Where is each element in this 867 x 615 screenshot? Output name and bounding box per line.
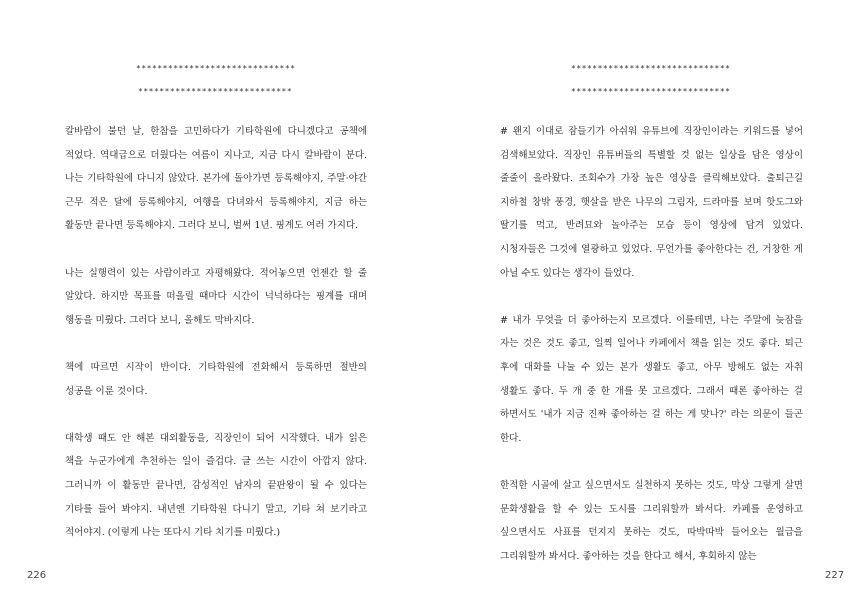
right-page <box>433 0 867 615</box>
page-number: 226 <box>27 570 47 581</box>
paragraph: 대학생 때도 안 해본 대외활동을, 직장인이 되어 시작했다. 내가 읽은 책을 누군가에게 추천하는 일이 즐겁다. 글 쓰는 시간이 아깝지 않다. 그러니까 이 활동만 끝나면, 감성적인 남자의 끝판왕이 될 수 있다는 기타를 들어 봐야지. 내년엔 기타학원 다니기 말고, 기타 쳐 보기라고 적어야지. (이렇게 나는 또다시 기타 치기를 미뤘다.) <box>65 432 367 539</box>
left-page <box>0 0 433 615</box>
section-divider-bottom: ***************************** <box>138 87 293 96</box>
section-divider-top: ****************************** <box>136 64 296 73</box>
paragraph: 칼바람이 불던 날, 한참을 고민하다가 기타학원에 다니겠다고 공책에 적었다. 역대급으로 더웠다는 여름이 지나고, 지금 다시 칼바람이 분다. 나는 기타학원에 다니지 않았다. 본가에 돌아가면 등록해야지, 주말·야간 근무 적은 달에 등록해야지, 여행을 다녀와서 등록해야지, 지금 하는 활동만 끝나면 등록해야지. 그러다 보니, 벌써 1년. 핑계도 여러 가지다. <box>65 126 367 232</box>
left-page-body <box>65 120 367 545</box>
section-divider-bottom: ****************************** <box>571 87 731 96</box>
paragraph: # 왠지 이대로 잠들기가 아쉬워 유튜브에 직장인이라는 키워드를 넣어 검색해보았다. 직장인 유튜버들의 특별할 것 없는 일상을 담은 영상이 줄줄이 올라왔다. 조회수가 가장 높은 영상을 클릭해보았다. 출퇴근길 지하철 창밖 풍경, 햇살을 받은 나무의 그림자, 드라마를 보며 핫도그와 딸기를 먹고, 반려묘와 놀아주는 모습 등이 영상에 담겨 있었다. 시청자들은 그것에 열광하고 있었다. 무언가를 좋아한다는 건, 거창한 게 아닐 수도 있다는 생각이 들었다. <box>500 126 803 279</box>
paragraph: 나는 실행력이 있는 사람이라고 자평해왔다. 적어놓으면 언젠간 할 줄 알았다. 하지만 목표를 떠올릴 때마다 시간이 넉넉하다는 핑계를 대며 행동을 미뤘다. 그러다 보니, 올해도 막바지다. <box>65 267 367 326</box>
page-number: 227 <box>825 570 845 581</box>
section-divider-top: ****************************** <box>571 64 731 73</box>
right-page-body <box>500 120 803 568</box>
paragraph: 한적한 시골에 살고 싶으면서도 실천하지 못하는 것도, 막상 그렇게 살면 문화생활을 할 수 있는 도시를 그리워할까 봐서다. 카페를 운영하고 싶으면서도 사표를 던지지 못하는 것도, 따박따박 들어오는 월급을 그리워할까 봐서다. 좋아하는 것을 한다고 해서, 후회하지 않는 <box>500 479 803 562</box>
paragraph: 책에 따르면 시작이 반이다. 기타학원에 전화해서 등록하면 절반의 성공을 이룬 것이다. <box>65 361 367 397</box>
paragraph: # 내가 무엇을 더 좋아하는지 모르겠다. 이를테면, 나는 주말에 늦잠을 자는 것은 것도 좋고, 일찍 일어나 카페에서 책을 읽는 것도 좋다. 퇴근 후에 대화를 나눌 수 있는 본가 생활도 좋고, 아무 방해도 없는 자취 생활도 좋다. 두 개 중 한 개를 못 고르겠다. 그래서 때론 좋아하는 걸 하면서도 '내가 지금 진짜 좋아하는 걸 하는 게 맞나?' 라는 의문이 들곤 한다. <box>500 314 803 444</box>
